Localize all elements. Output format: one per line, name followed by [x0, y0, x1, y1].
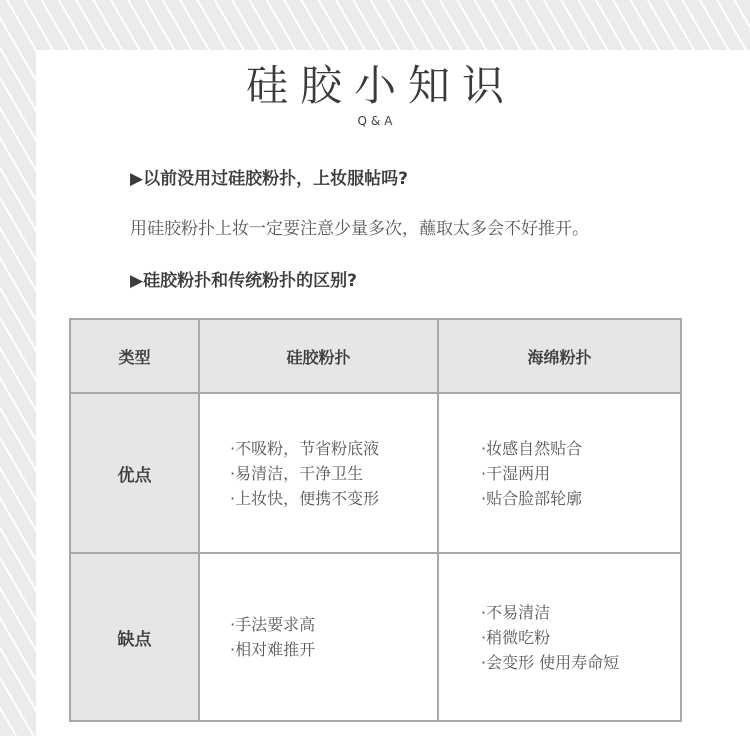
page-title: 硅胶小知识 [245, 61, 516, 110]
list-item: ·不吸粉，节省粉底液 [230, 438, 380, 458]
list-item: ·易清洁，干净卫生 [230, 463, 364, 483]
silicone-disadvantages-cell [199, 553, 438, 721]
row-label-disadvantages: 缺点 [70, 553, 199, 721]
header-silicone-puff: 硅胶粉扑 [199, 319, 438, 393]
table-header-row [70, 319, 681, 393]
comparison-table [69, 318, 682, 722]
question-2: ▶硅胶粉扑和传统粉扑的区别? [130, 271, 357, 291]
page-subtitle: Q&A [357, 114, 397, 128]
list-item: ·会变形 使用寿命短 [481, 652, 620, 672]
header-type: 类型 [70, 319, 199, 393]
header-sponge-puff: 海绵粉扑 [438, 319, 681, 393]
list-item: ·贴合脸部轮廓 [481, 488, 583, 508]
list-item: ·不易清洁 [481, 602, 551, 622]
sponge-advantages-cell [438, 393, 681, 553]
row-label-advantages: 优点 [70, 393, 199, 553]
list-item: ·上妆快，便携不变形 [230, 488, 380, 508]
silicone-advantages-cell [199, 393, 438, 553]
question-1: ▶以前没用过硅胶粉扑，上妆服帖吗? [130, 169, 408, 189]
list-item: ·相对难推开 [230, 640, 316, 659]
table-row-advantages [70, 393, 681, 553]
list-item: ·手法要求高 [230, 615, 316, 634]
list-item: ·稍微吃粉 [481, 627, 551, 647]
list-item: ·干湿两用 [481, 463, 551, 483]
list-item: ·妆感自然贴合 [481, 438, 583, 458]
answer-1: 用硅胶粉扑上妆一定要注意少量多次，蘸取太多会不好推开。 [130, 219, 589, 239]
sponge-disadvantages-cell [438, 553, 681, 721]
table-row-disadvantages [70, 553, 681, 721]
